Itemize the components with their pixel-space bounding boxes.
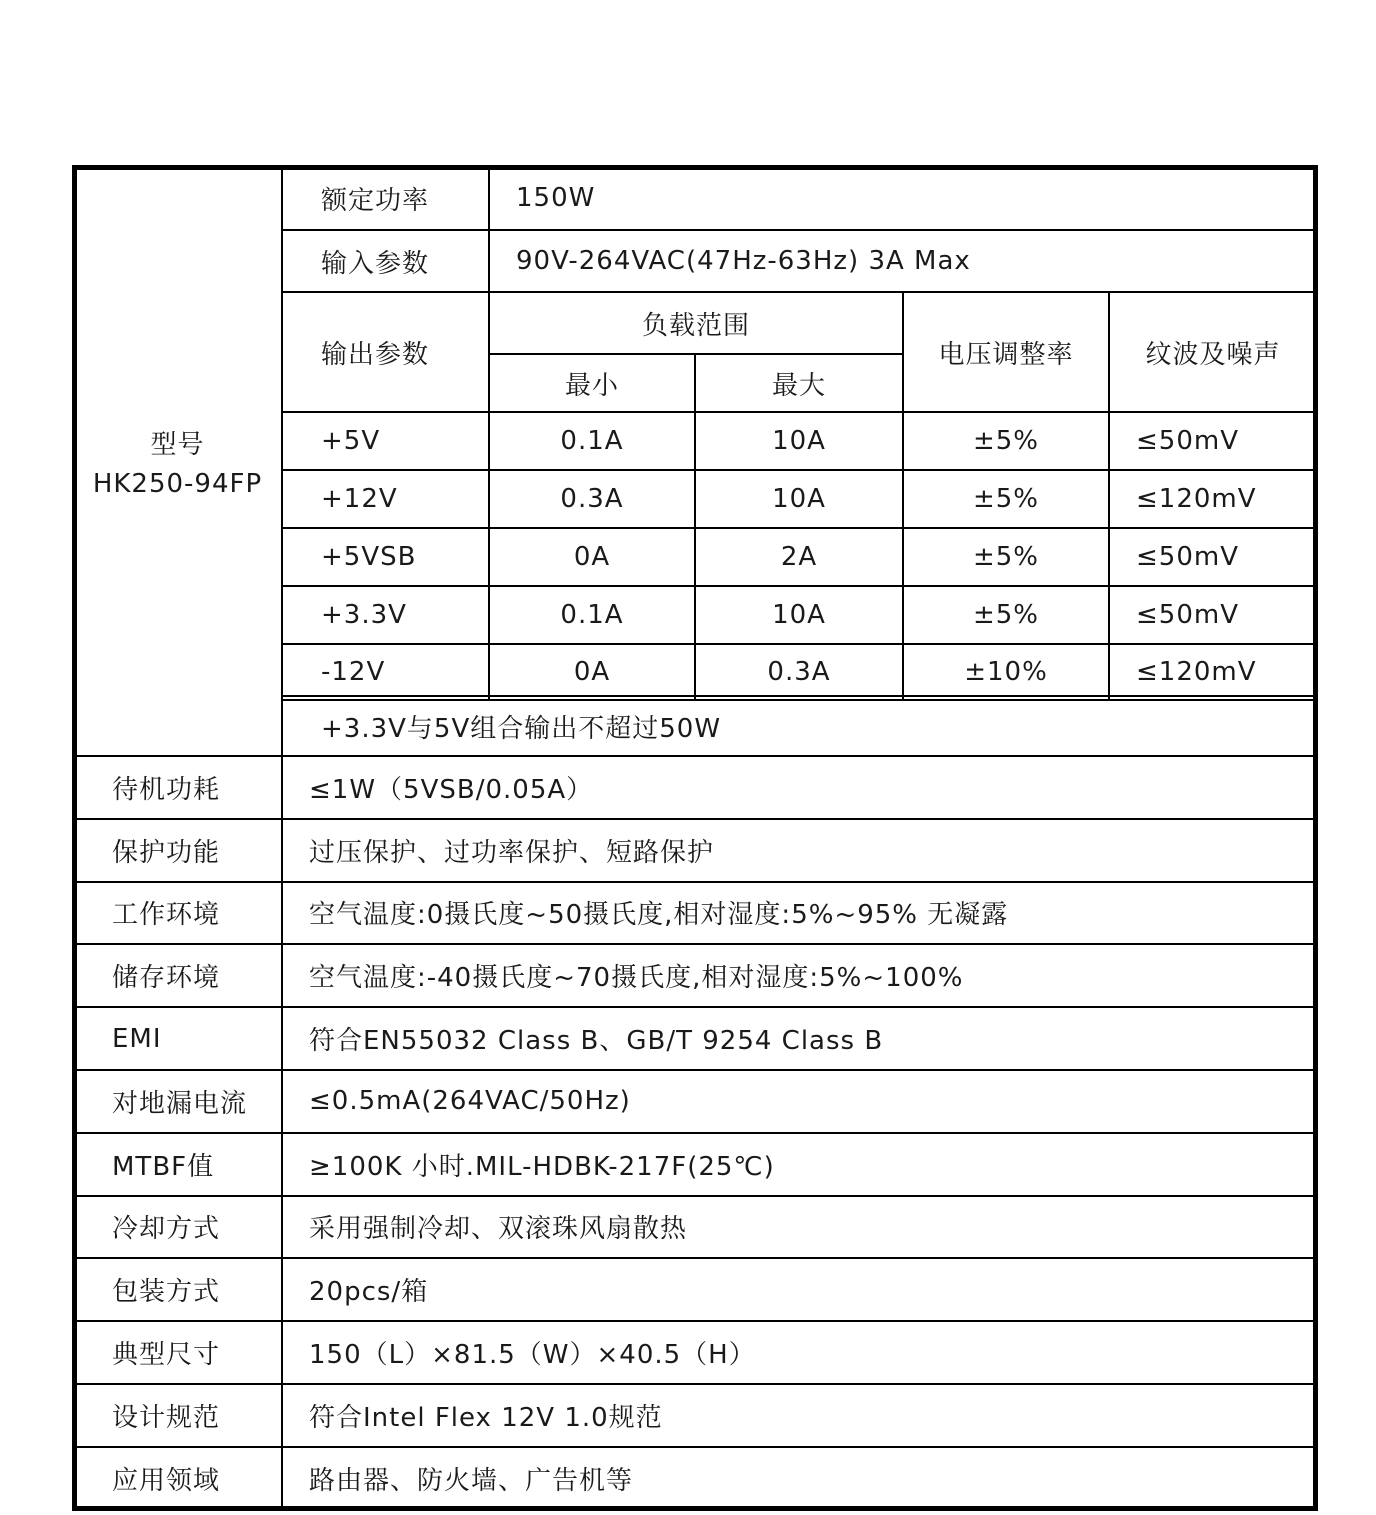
spec-label: 保护功能 (72, 818, 283, 883)
spec-value: ≥100K 小时.MIL-HDBK-217F(25℃) (281, 1132, 1318, 1197)
output-regulation: ±5% (902, 469, 1110, 529)
spec-table (73, 166, 1317, 1510)
ripple-header: 纹波及噪声 (1108, 291, 1318, 413)
output-min: 0.3A (488, 469, 696, 529)
load-min-header: 最小 (488, 353, 696, 413)
output-params-label: 输出参数 (281, 291, 490, 413)
output-voltage: -12V (281, 643, 490, 701)
spec-label: 应用领域 (72, 1446, 283, 1511)
spec-value: 符合Intel Flex 12V 1.0规范 (281, 1383, 1318, 1448)
spec-value: 150（L）×81.5（W）×40.5（H） (281, 1320, 1318, 1385)
rated-power-value: 150W (488, 165, 1318, 231)
load-range-header: 负载范围 (488, 291, 904, 355)
output-max: 10A (694, 585, 904, 645)
output-voltage: +5V (281, 411, 490, 471)
spec-label: 储存环境 (72, 943, 283, 1008)
spec-value: 路由器、防火墙、广告机等 (281, 1446, 1318, 1511)
output-voltage: +3.3V (281, 585, 490, 645)
spec-label: 冷却方式 (72, 1195, 283, 1260)
spec-value: 符合EN55032 Class B、GB/T 9254 Class B (281, 1006, 1318, 1071)
model-label: 型号 (150, 429, 205, 460)
spec-value: ≤1W（5VSB/0.05A） (281, 755, 1318, 820)
output-ripple: ≤50mV (1108, 411, 1318, 471)
rated-power-label: 额定功率 (281, 165, 490, 231)
input-params-label: 输入参数 (281, 229, 490, 293)
spec-label: 工作环境 (72, 881, 283, 946)
spec-value: ≤0.5mA(264VAC/50Hz) (281, 1069, 1318, 1134)
spec-value: 20pcs/箱 (281, 1257, 1318, 1322)
output-min: 0.1A (488, 585, 696, 645)
output-ripple: ≤50mV (1108, 527, 1318, 587)
spec-label: EMI (72, 1006, 283, 1071)
output-max: 2A (694, 527, 904, 587)
output-regulation: ±10% (902, 643, 1110, 701)
output-voltage: +12V (281, 469, 490, 529)
spec-label: 包装方式 (72, 1257, 283, 1322)
output-regulation: ±5% (902, 585, 1110, 645)
spec-label: MTBF值 (72, 1132, 283, 1197)
output-min: 0A (488, 527, 696, 587)
model-value: HK250-94FP (92, 468, 263, 499)
output-voltage: +5VSB (281, 527, 490, 587)
spec-value: 过压保护、过功率保护、短路保护 (281, 818, 1318, 883)
output-ripple: ≤50mV (1108, 585, 1318, 645)
spec-label: 典型尺寸 (72, 1320, 283, 1385)
output-ripple: ≤120mV (1108, 643, 1318, 701)
input-params-value: 90V-264VAC(47Hz-63Hz) 3A Max (488, 229, 1318, 293)
model-cell (72, 165, 283, 757)
spec-value: 空气温度:-40摄氏度~70摄氏度,相对湿度:5%~100% (281, 943, 1318, 1008)
output-ripple: ≤120mV (1108, 469, 1318, 529)
spec-value: 采用强制冷却、双滚珠风扇散热 (281, 1195, 1318, 1260)
spec-label: 待机功耗 (72, 755, 283, 820)
output-max: 10A (694, 411, 904, 471)
spec-label: 设计规范 (72, 1383, 283, 1448)
load-max-header: 最大 (694, 353, 904, 413)
spec-value: 空气温度:0摄氏度~50摄氏度,相对湿度:5%~95% 无凝露 (281, 881, 1318, 946)
output-regulation: ±5% (902, 411, 1110, 471)
output-max: 0.3A (694, 643, 904, 701)
spec-label: 对地漏电流 (72, 1069, 283, 1134)
output-min: 0.1A (488, 411, 696, 471)
output-min: 0A (488, 643, 696, 701)
output-max: 10A (694, 469, 904, 529)
output-regulation: ±5% (902, 527, 1110, 587)
regulation-header: 电压调整率 (902, 291, 1110, 413)
output-note: +3.3V与5V组合输出不超过50W (281, 695, 1318, 757)
